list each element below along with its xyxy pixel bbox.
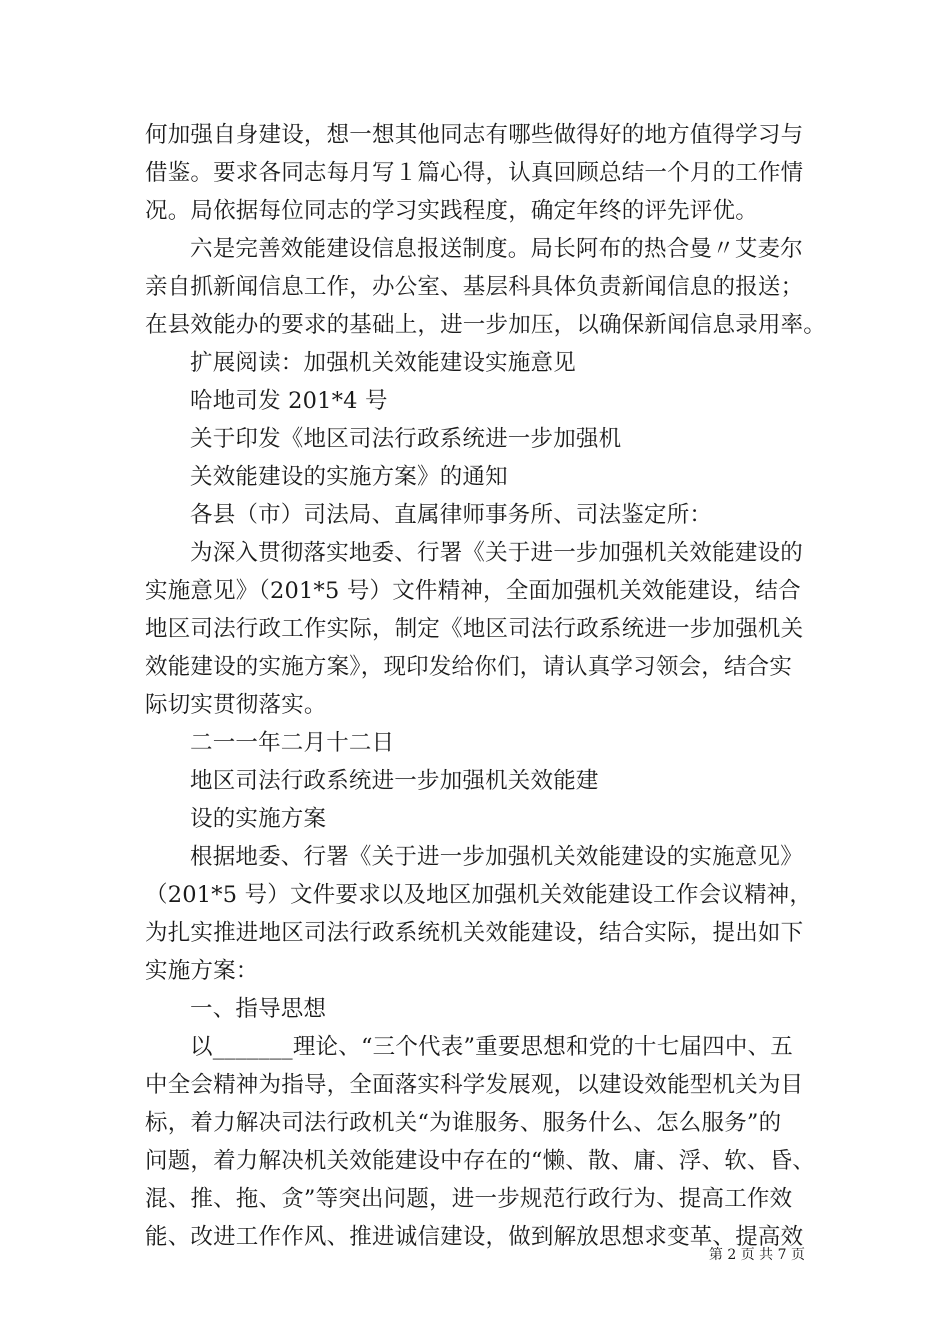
text-line: 借鉴。要求各同志每月写１篇心得，认真回顾总结一个月的工作情 <box>145 160 804 186</box>
text-line: 问题，着力解决机关效能建设中存在的“懒、散、庸、浮、软、昏、 <box>145 1148 816 1174</box>
text-line: 为深入贯彻落实地委、行署《关于进一步加强机关效能建设的 <box>190 540 803 566</box>
text-line: 为扎实推进地区司法行政系统机关效能建设，结合实际，提出如下 <box>145 920 804 946</box>
text-line: 何加强自身建设，想一想其他同志有哪些做得好的地方值得学习与 <box>145 122 804 148</box>
text-line: 一、指导思想 <box>190 996 327 1022</box>
text-line: 哈地司发 201*4 号 <box>190 388 388 414</box>
text-line: 设的实施方案 <box>190 806 327 832</box>
text-line: 以_______理论、“三个代表”重要思想和党的十七届四中、五 <box>190 1034 793 1060</box>
page-number: 第 2 页 共 7 页 <box>708 1247 805 1263</box>
text-line: 实施方案： <box>145 958 259 984</box>
text-line: 实施意见》（201*5 号）文件精神，全面加强机关效能建设，结合 <box>145 578 801 604</box>
document-body <box>145 116 827 1256</box>
text-line: 效能建设的实施方案》，现印发给你们，请认真学习领会，结合实 <box>145 654 793 680</box>
text-line: 能、改进工作作风、推进诚信建设，做到解放思想求变革、提高效 <box>145 1224 804 1250</box>
text-line: 二一一年二月十二日 <box>190 730 395 756</box>
text-line: 际切实贯彻落实。 <box>145 692 327 718</box>
text-line: 中全会精神为指导，全面落实科学发展观，以建设效能型机关为目 <box>145 1072 804 1098</box>
text-line: 根据地委、行署《关于进一步加强机关效能建设的实施意见》 <box>190 844 803 870</box>
text-line: 关于印发《地区司法行政系统进一步加强机 <box>190 426 622 452</box>
text-line: 关效能建设的实施方案》的通知 <box>190 464 508 490</box>
text-line: 扩展阅读：加强机关效能建设实施意见 <box>190 350 576 376</box>
text-line: 地区司法行政工作实际，制定《地区司法行政系统进一步加强机关 <box>145 616 804 642</box>
text-line: 况。局依据每位同志的学习实践程度，确定年终的评先评优。 <box>145 198 758 224</box>
text-line: 地区司法行政系统进一步加强机关效能建 <box>190 768 599 794</box>
text-line: 各县（市）司法局、直属律师事务所、司法鉴定所： <box>190 502 713 528</box>
text-line: 标，着力解决司法行政机关“为谁服务、服务什么、怎么服务”的 <box>145 1110 782 1136</box>
text-line: 在县效能办的要求的基础上，进一步加压，以确保新闻信息录用率。 <box>145 312 827 338</box>
text-line: 六是完善效能建设信息报送制度。局长阿布的热合曼〃艾麦尔 <box>190 236 803 262</box>
text-line: （201*5 号）文件要求以及地区加强机关效能建设工作会议精神， <box>145 882 813 908</box>
text-line: 亲自抓新闻信息工作，办公室、基层科具体负责新闻信息的报送； <box>145 274 804 300</box>
text-line: 混、推、拖、贪”等突出问题，进一步规范行政行为、提高工作效 <box>145 1186 793 1212</box>
